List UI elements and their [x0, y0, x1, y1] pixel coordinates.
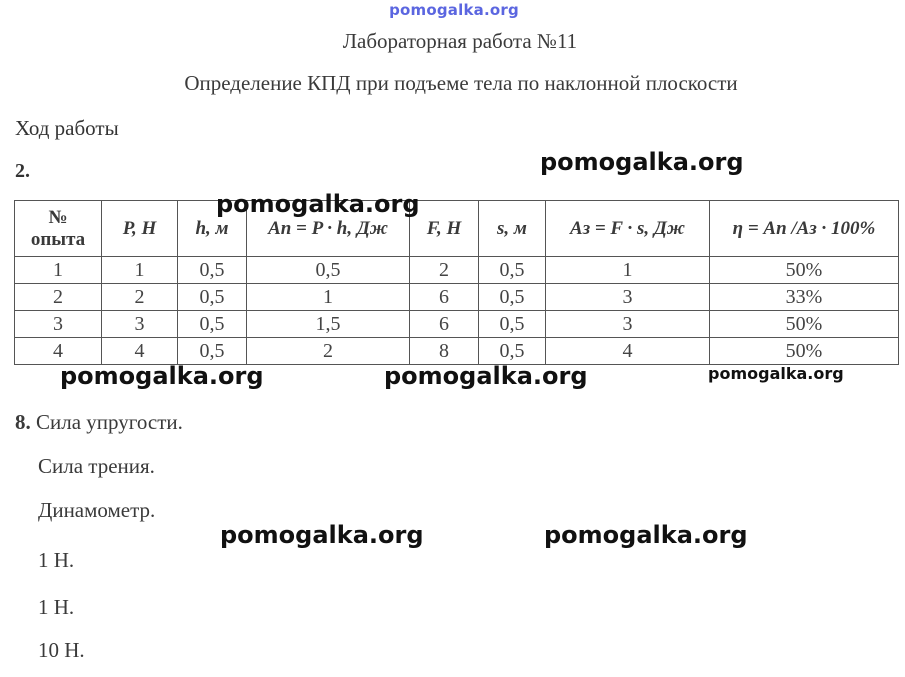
table-cell: 1: [15, 257, 102, 284]
table-cell: 2: [247, 338, 410, 365]
table-cell: 4: [15, 338, 102, 365]
item-8-answer-1: [15, 410, 183, 435]
table-cell: 4: [546, 338, 710, 365]
table-cell: 3: [102, 311, 178, 338]
col-header-useful-work: Aп = P · h, Дж: [247, 201, 410, 257]
table-cell: 50%: [710, 311, 899, 338]
table-cell: 8: [410, 338, 479, 365]
watermark: pomogalka.org: [384, 362, 588, 390]
watermark: pomogalka.org: [544, 521, 748, 549]
answer-text: Сила упругости.: [36, 410, 183, 434]
table-cell: 2: [410, 257, 479, 284]
item-8-answer-3: Динамометр.: [38, 498, 156, 522]
item-8-answer-4: 1 Н.: [38, 548, 75, 572]
col-header-trial-line1: №: [48, 206, 68, 228]
table-cell: 6: [410, 284, 479, 311]
col-header-h: h, м: [178, 201, 247, 257]
results-table: [14, 200, 899, 365]
table-row: [15, 284, 899, 311]
watermark: pomogalka.org: [216, 190, 420, 218]
table-cell: 0,5: [479, 338, 546, 365]
table-cell: 3: [15, 311, 102, 338]
header-watermark: pomogalka.org: [389, 1, 519, 19]
col-header-efficiency: η = Aп /Aз · 100%: [710, 201, 899, 257]
col-header-f: F, Н: [410, 201, 479, 257]
col-header-s: s, м: [479, 201, 546, 257]
table-cell: 0,5: [479, 257, 546, 284]
table-cell: 50%: [710, 257, 899, 284]
table-header-row: [15, 201, 899, 257]
page-subtitle: Определение КПД при подъеме тела по наклонной плоскости: [184, 71, 738, 95]
table-cell: 3: [546, 284, 710, 311]
col-header-trial-line2: опыта: [30, 228, 86, 250]
table-cell: 2: [102, 284, 178, 311]
table-row: [15, 338, 899, 365]
table-cell: 0,5: [479, 311, 546, 338]
table-cell: 50%: [710, 338, 899, 365]
table-cell: 1: [102, 257, 178, 284]
table-cell: 1: [247, 284, 410, 311]
table-row: [15, 257, 899, 284]
table-cell: 0,5: [247, 257, 410, 284]
page-title: Лабораторная работа №11: [342, 29, 578, 53]
item-8-answer-6: 10 Н.: [38, 638, 85, 662]
table-cell: 0,5: [178, 257, 247, 284]
item-2-number: 2.: [15, 160, 30, 182]
table-cell: 1,5: [247, 311, 410, 338]
col-header-trial: [15, 201, 102, 257]
table-cell: 0,5: [178, 338, 247, 365]
col-header-p: P, Н: [102, 201, 178, 257]
watermark: pomogalka.org: [540, 148, 744, 176]
table-cell: 3: [546, 311, 710, 338]
table-cell: 0,5: [178, 284, 247, 311]
table-cell: 0,5: [178, 311, 247, 338]
item-8-answer-2: Сила трения.: [38, 454, 155, 478]
table-cell: 4: [102, 338, 178, 365]
table-cell: 6: [410, 311, 479, 338]
watermark: pomogalka.org: [60, 362, 264, 390]
table-cell: 1: [546, 257, 710, 284]
item-8-answer-5: 1 Н.: [38, 595, 75, 619]
table-cell: 0,5: [479, 284, 546, 311]
watermark: pomogalka.org: [708, 364, 844, 383]
table-cell: 2: [15, 284, 102, 311]
section-heading: Ход работы: [15, 116, 119, 140]
table-cell: 33%: [710, 284, 899, 311]
watermark: pomogalka.org: [220, 521, 424, 549]
table-row: [15, 311, 899, 338]
col-header-total-work: Aз = F · s, Дж: [546, 201, 710, 257]
item-8-number: 8.: [15, 410, 31, 434]
